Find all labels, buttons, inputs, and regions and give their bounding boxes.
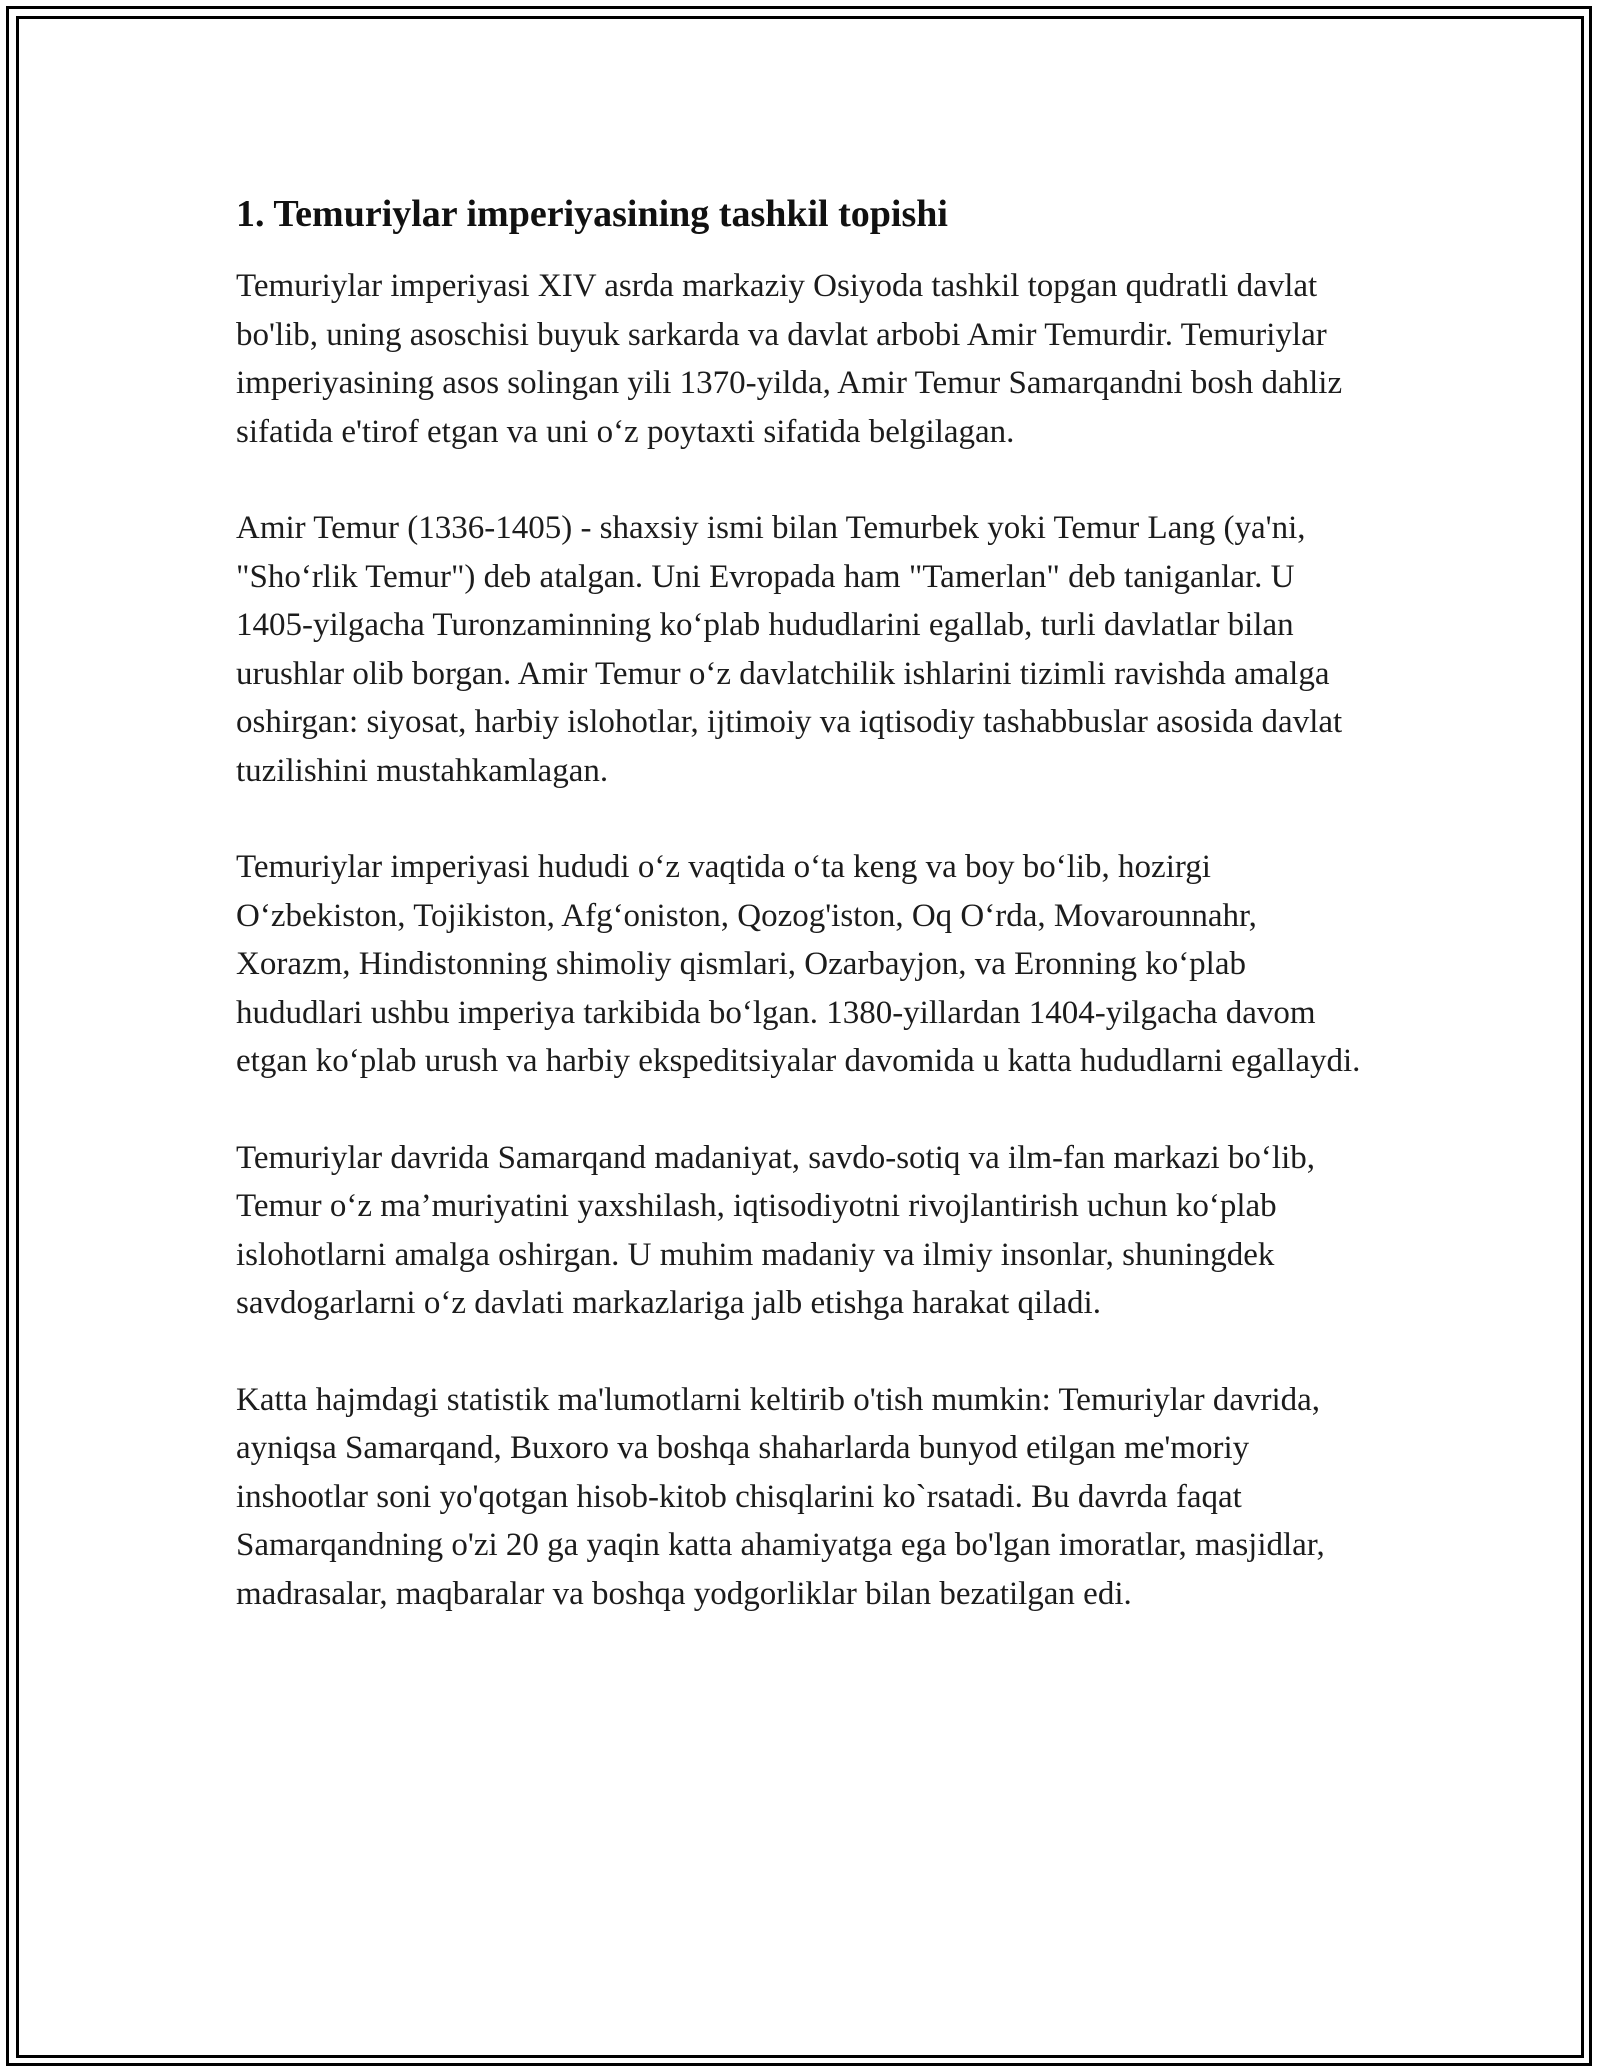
paragraph-territory: Temuriylar imperiyasi hududi o‘z vaqtida o‘ta keng va boy bo‘lib, hozirgi O‘zbekiston, Tojikiston, Afg‘oniston, Qozog'iston, Oq O‘rda, Movarounnahr, Xorazm, Hindistonning shimoliy qismlari, Ozarbayjon, va Eronning ko‘plab hududlari ushbu imperiya tarkibida bo‘lgan. 1380-yillardan 1404-yilgacha davom etgan ko‘plab urush va harbiy ekspeditsiyalar davomida u katta hududlarni egallaydi. — [236, 849, 1361, 1079]
document-body — [236, 188, 1366, 1666]
paragraph-amir-temur: Amir Temur (1336-1405) - shaxsiy ismi bilan Temurbek yoki Temur Lang (ya'ni, "Sho‘rlik Temur") deb atalgan. Uni Evropada ham "Tamerlan" deb taniganlar. U 1405-yilgacha Turonzaminning ko‘plab hududlarini egallab, turli davlatlar bilan urushlar olib borgan. Amir Temur o‘z davlatchilik ishlarini tizimli ravishda amalga oshirgan: siyosat, harbiy islohotlar, ijtimoiy va iqtisodiy tashabbuslar asosida davlat tuzilishini mustahkamlagan. — [236, 510, 1343, 789]
paragraph-statistics: Katta hajmdagi statistik ma'lumotlarni keltirib o'tish mumkin: Temuriylar davrida, ayniqsa Samarqand, Buxoro va boshqa shaharlarda bunyod etilgan me'moriy inshootlar soni yo'qotgan hisob-kitob chisqlarini ko`rsatadi. Bu davrda faqat Samarqandning o'zi 20 ga yaqin katta ahamiyatga ega bo'lgan imoratlar, masjidlar, madrasalar, maqbaralar va boshqa yodgorliklar bilan bezatilgan edi. — [236, 1381, 1325, 1612]
section-title: 1. Temuriylar imperiyasining tashkil topishi — [236, 193, 948, 235]
paragraph-intro: Temuriylar imperiyasi XIV asrda markaziy Osiyoda tashkil topgan qudratli davlat bo'lib, uning asoschisi buyuk sarkarda va davlat arbobi Amir Temurdir. Temuriylar imperiyasining asos solingan yili 1370-yilda, Amir Temur Samarqandni bosh dahliz sifatida e'tirof etgan va uni o‘z poytaxti sifatida belgilagan. — [236, 268, 1343, 450]
paragraph-samarqand: Temuriylar davrida Samarqand madaniyat, savdo-sotiq va ilm-fan markazi bo‘lib, Temur o‘z ma’muriyatini yaxshilash, iqtisodiyotni rivojlantirish uchun ko‘plab islohotlarni amalga oshirgan. U muhim madaniy va ilmiy insonlar, shuningdek savdogarlarni o‘z davlati markazlariga jalb etishga harakat qiladi. — [236, 1139, 1316, 1321]
